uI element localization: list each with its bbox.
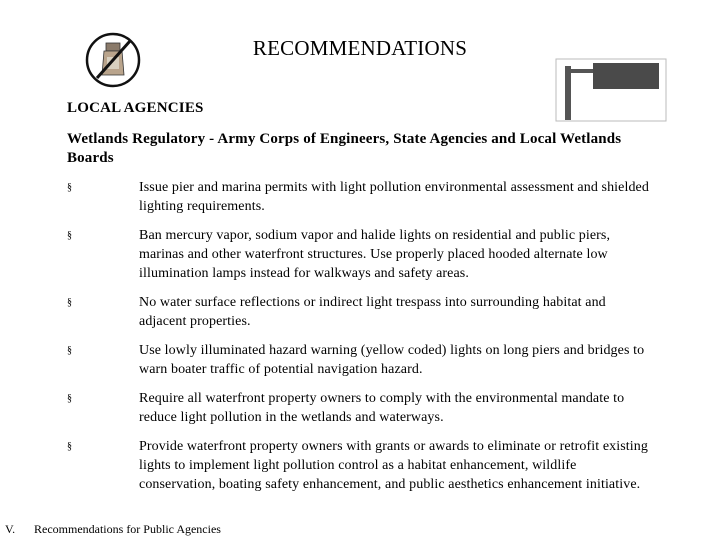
list-item-text: No water surface reflections or indirect light trespass into surrounding habitat and adjacent properties. [139, 295, 606, 329]
bullet-marker: § [67, 297, 73, 308]
bullet-marker: § [67, 182, 73, 193]
page-title: RECOMMENDATIONS [252, 36, 468, 60]
list-item [67, 437, 667, 494]
list-item-text: Issue pier and marina permits with light pollution environmental assessment and shielded lighting requirements. [139, 180, 649, 214]
footer-caption: Recommendations for Public Agencies [34, 522, 221, 536]
list-item-text: Require all waterfront property owners to comply with the environmental mandate to reduce light pollution in the wetlands and waterways. [139, 391, 625, 425]
section-heading: LOCAL AGENCIES [67, 100, 204, 116]
section-subheading: Wetlands Regulatory - Army Corps of Engineers, State Agencies and Local Wetlands Boards [67, 131, 622, 166]
list-item [67, 389, 667, 427]
bullet-marker: § [67, 441, 73, 452]
list-item-text: Ban mercury vapor, sodium vapor and halide lights on residential and public piers, marinas and other waterfront structures. Use properly placed hooded alternate low illumination lamps instead for walkways and safety areas. [139, 228, 611, 281]
shielded-lamp-icon [555, 58, 667, 122]
bullet-list [67, 178, 667, 504]
list-item [67, 226, 667, 283]
list-item-text: Use lowly illuminated hazard warning (yellow coded) lights on long piers and bridges to warn boater traffic of potential navigation hazard. [139, 343, 645, 377]
bullet-marker: § [67, 345, 73, 356]
list-item [67, 178, 667, 216]
list-item [67, 341, 667, 379]
bullet-marker: § [67, 393, 73, 404]
bullet-marker: § [67, 230, 73, 241]
list-item [67, 293, 667, 331]
footer-section-number: V. [5, 522, 16, 536]
list-item-text: Provide waterfront property owners with grants or awards to eliminate or retrofit existing lights to implement light pollution control as a habitat enhancement, wildlife conservation, boating safety enhancement, and public aesthetics enhancement initiative. [139, 439, 648, 492]
